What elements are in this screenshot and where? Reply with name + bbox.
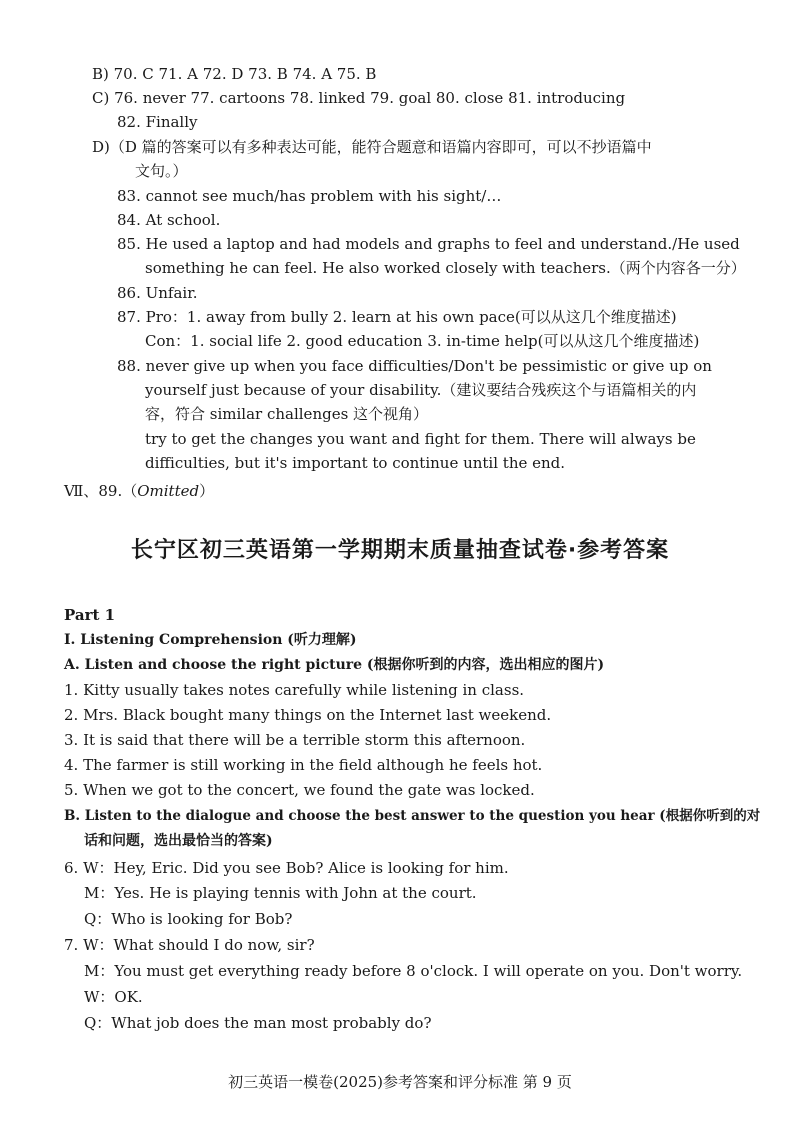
answers-section-c-line1: C) 76. never 77. cartoons 78. linked 79. goal 80. close 81. introducing [92,89,626,107]
answer-87-pro: 87. Pro：1. away from bully 2. learn at his own pace(可以从这几个维度描述) [117,308,677,326]
answer-83: 83. cannot see much/has problem with his sight/… [117,187,502,205]
page-title: 长宁区初三英语第一学期期末质量抽查试卷·参考答案 [130,538,670,563]
question-4: 4. The farmer is still working in the field although he feels hot. [64,756,543,774]
question-2: 2. Mrs. Black bought many things on the Internet last weekend. [64,706,552,724]
answer-89-omitted: Omitted [137,482,200,500]
answer-84: 84. At school. [117,211,221,229]
question-7-question: Q：What job does the man most probably do? [84,1014,432,1032]
answer-89-prefix: Ⅶ、89.（ [64,482,138,500]
section-b-heading-line2: 话和问题，选出最恰当的答案) [84,833,273,849]
question-3: 3. It is said that there will be a terrible storm this afternoon. [64,731,526,749]
question-7-woman-reply: W：OK. [84,988,143,1006]
question-7-woman: 7. W：What should I do now, sir? [64,936,315,954]
listening-heading: Ⅰ. Listening Comprehension (听力理解) [64,632,357,648]
section-d-note-line2: 文句。） [135,162,188,180]
answer-85-line2: something he can feel. He also worked closely with teachers.（两个内容各一分） [145,259,746,277]
section-a-heading: A. Listen and choose the right picture (根据你听到的内容，选出相应的图片) [64,657,605,673]
answers-section-c-line2: 82. Finally [117,113,198,131]
question-5: 5. When we got to the concert, we found the gate was locked. [64,781,535,799]
question-7-man: M：You must get everything ready before 8 o'clock. I will operate on you. Don't worry. [84,962,743,980]
answer-88-line5: difficulties, but it's important to continue until the end. [145,454,566,472]
question-6-question: Q：Who is looking for Bob? [84,910,293,928]
page-footer: 初三英语一模卷(2025)参考答案和评分标准 第 9 页 [228,1073,572,1091]
answer-88-line3: 容，符合 similar challenges 这个视角） [145,405,429,423]
question-6-man: M：Yes. He is playing tennis with John at the court. [84,884,477,902]
answer-88-line2: yourself just because of your disability.（建议要结合残疾这个与语篇相关的内 [145,381,697,399]
section-b-heading-line1: B. Listen to the dialogue and choose the best answer to the question you hear (根据你听到的对 [64,808,761,824]
answer-85-line1: 85. He used a laptop and had models and graphs to feel and understand./He used [117,235,740,253]
answer-89-suffix: ） [199,482,215,500]
answer-89 [64,481,214,501]
answer-87-con: Con：1. social life 2. good education 3. in-time help(可以从这几个维度描述) [145,332,700,350]
answers-section-b: B) 70. C 71. A 72. D 73. B 74. A 75. B [92,65,377,83]
part-heading: Part 1 [64,606,116,624]
section-d-note-line1: D)（D 篇的答案可以有多种表达可能，能符合题意和语篇内容即可，可以不抄语篇中 [92,138,652,156]
answer-88-line4: try to get the changes you want and fight for them. There will always be [145,430,696,448]
question-1: 1. Kitty usually takes notes carefully while listening in class. [64,681,525,699]
answer-88-line1: 88. never give up when you face difficulties/Don't be pessimistic or give up on [117,357,712,375]
question-6-woman: 6. W：Hey, Eric. Did you see Bob? Alice is looking for him. [64,859,509,877]
answer-86: 86. Unfair. [117,284,198,302]
